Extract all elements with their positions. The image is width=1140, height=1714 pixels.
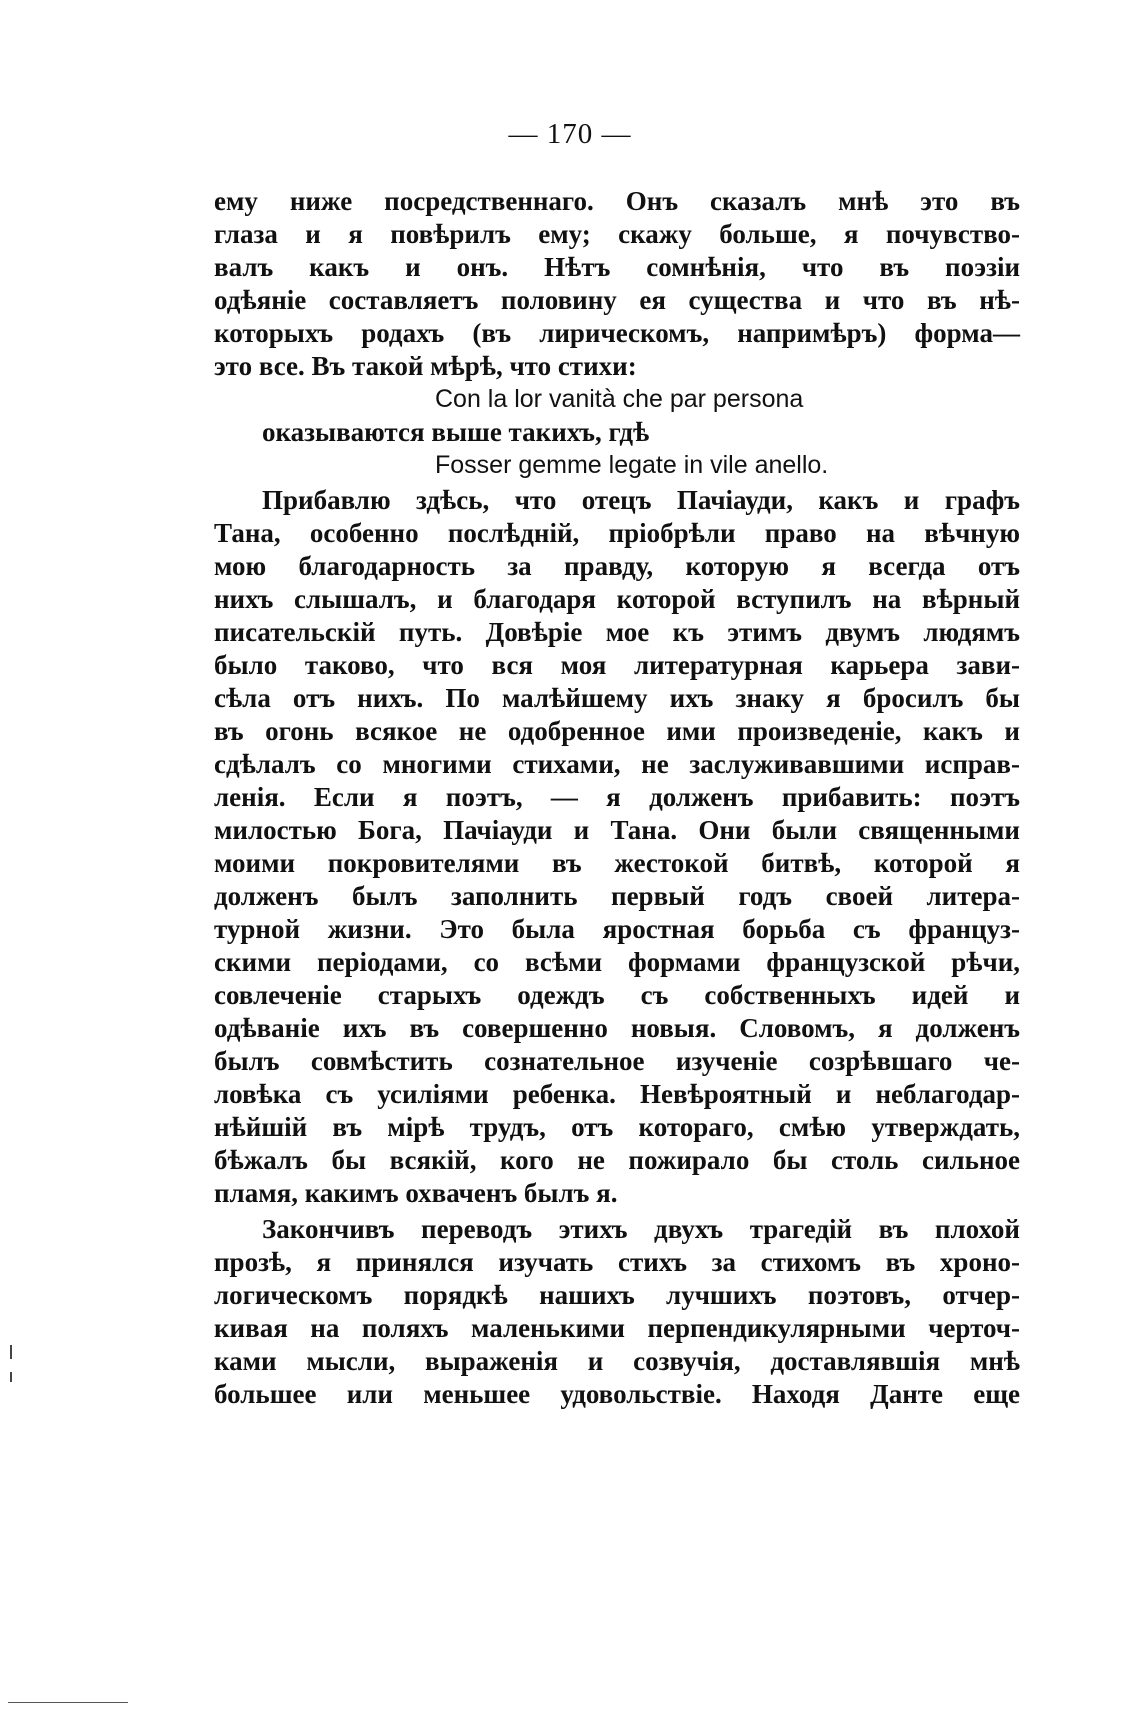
- scan-rule: [8, 1702, 128, 1703]
- text-line: скими періодами, со всѣми формами французской рѣчи,: [214, 947, 1020, 977]
- text-line: ками мысли, выраженія и созвучія, доставлявшія мнѣ: [214, 1346, 1020, 1376]
- text-line: пламя, какимъ охваченъ былъ я.: [214, 1178, 618, 1208]
- text-line: одѣваніе ихъ въ совершенно новыя. Словомъ, я долженъ: [214, 1013, 1020, 1043]
- text-line: ленія. Если я поэтъ, — я долженъ прибавить: поэтъ: [214, 782, 1020, 812]
- quoted-verse: Con la lor vanità che par persona: [435, 385, 804, 413]
- text-line: ему ниже посредственнаго. Онъ сказалъ мнѣ это въ: [214, 186, 1020, 216]
- text-line: писательскій путь. Довѣріе мое къ этимъ двумъ людямъ: [214, 617, 1020, 647]
- text-line: бѣжалъ бы всякій, кого не пожирало бы столь сильное: [214, 1145, 1020, 1175]
- text-line: сѣла отъ нихъ. По малѣйшему ихъ знаку я бросилъ бы: [214, 683, 1020, 713]
- text-line: валъ какъ и онъ. Нѣтъ сомнѣнія, что въ поэзіи: [214, 252, 1020, 282]
- text-line: которыхъ родахъ (въ лирическомъ, напримѣръ) форма—: [214, 318, 1020, 348]
- scan-mark: [10, 1345, 12, 1359]
- text-line: логическомъ порядкѣ нашихъ лучшихъ поэтовъ, отчер-: [214, 1280, 1020, 1310]
- text-line: одѣяніе составляетъ половину ея существа и что въ нѣ-: [214, 285, 1020, 315]
- text-line: оказываются выше такихъ, гдѣ: [262, 417, 650, 447]
- text-line: большее или меньшее удовольствіе. Находя Данте еще: [214, 1379, 1020, 1409]
- page-number: — 170 —: [508, 118, 632, 150]
- scan-mark: [10, 1372, 12, 1382]
- text-line: милостью Бога, Пачіауди и Тана. Они были священными: [214, 815, 1020, 845]
- text-line: моими покровителями въ жестокой битвѣ, которой я: [214, 848, 1020, 878]
- text-line: прозѣ, я принялся изучать стихъ за стихомъ въ хроно-: [214, 1247, 1020, 1277]
- text-line: турной жизни. Это была яростная борьба съ француз-: [214, 914, 1020, 944]
- text-line: глаза и я повѣрилъ ему; скажу больше, я почувство-: [214, 219, 1020, 249]
- quoted-verse: Fosser gemme legate in vile anello.: [435, 451, 829, 479]
- text-line: было таково, что вся моя литературная карьера зави-: [214, 650, 1020, 680]
- text-line: былъ совмѣстить сознательное изученіе созрѣвшаго че-: [214, 1046, 1020, 1076]
- text-line: кивая на поляхъ маленькими перпендикулярными черточ-: [214, 1313, 1020, 1343]
- text-line: въ огонь всякое не одобренное ими произведеніе, какъ и: [214, 716, 1020, 746]
- text-line: нѣйшій въ мірѣ трудъ, отъ котораго, смѣю утверждать,: [214, 1112, 1020, 1142]
- text-line: мою благодарность за правду, которую я всегда отъ: [214, 551, 1020, 581]
- text-line: нихъ слышалъ, и благодаря которой вступилъ на вѣрный: [214, 584, 1020, 614]
- paragraph-first-line: Закончивъ переводъ этихъ двухъ трагедій въ плохой: [262, 1214, 1020, 1244]
- text-line: Тана, особенно послѣдній, пріобрѣли право на вѣчную: [214, 518, 1020, 548]
- text-line: ловѣка съ усиліями ребенка. Невѣроятный и неблагодар-: [214, 1079, 1020, 1109]
- text-line: совлеченіе старыхъ одеждъ съ собственныхъ идей и: [214, 980, 1020, 1010]
- text-line: долженъ былъ заполнить первый годъ своей литера-: [214, 881, 1020, 911]
- paragraph-first-line: Прибавлю здѣсь, что отецъ Пачіауди, какъ и графъ: [262, 485, 1020, 515]
- text-line: сдѣлалъ со многими стихами, не заслуживавшими исправ-: [214, 749, 1020, 779]
- text-line: это все. Въ такой мѣрѣ, что стихи:: [214, 351, 637, 381]
